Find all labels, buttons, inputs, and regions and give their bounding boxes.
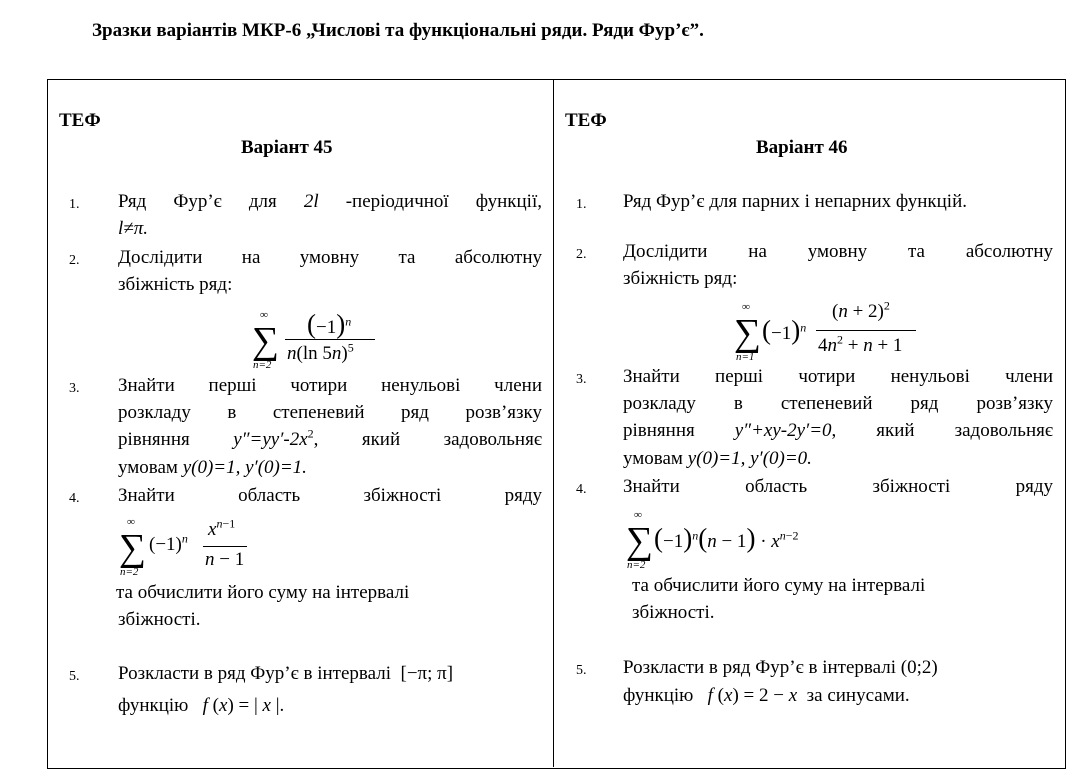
item-4-after-2: збіжності. (118, 609, 201, 630)
item-number: 1. (576, 197, 587, 212)
item-number: 3. (576, 372, 587, 387)
item-1-line-2: l≠π. (118, 218, 148, 239)
item-3-line-3: рівняння $y''=yy'-2x^2$, який задовольняє (118, 426, 542, 450)
item-5-line-2: функцію f (x) = | x |. (118, 695, 285, 716)
variant-45-column: ТЕФ Варіант 45 1. Ряд Фур’є для 2l -періодичної функції, l≠π. 2. Дослідити на умовну та абсолютну збіжність ряд: ∞ ∑ n=2 $(-1)^n$ n(ln 5n)$^5$ 3. Знайти перші чотири ненульові члени розкладу в степеневий ряд розв’язку рівняння $y''=yy'-2x^2$, який задовольняє умовам y(0)=1, y′(0)=1. 4. Знайти область збіжності ряду ∞ ∑ n=2 $(-1)^n$ $x^{n-1}$ n − 1 та обчислити його суму на інтервалі збіжності. 5. Розкласти в ряд Фур’є в інтервалі [−π; π] функцію f (x) = | x |. (59, 110, 542, 716)
item-3-line-1: Знайти перші чотири ненульові члени (623, 366, 1053, 387)
item-5-line-1: Розкласти в ряд Фур’є в інтервалі [−π; π] (118, 663, 454, 684)
item-number: 5. (576, 663, 587, 678)
item-1-line-1: Ряд Фур’є для парних і непарних функцій. (623, 191, 967, 212)
item-4-line-1: Знайти область збіжності ряду (118, 485, 542, 506)
item-number: 3. (69, 381, 80, 396)
item-3-line-1: Знайти перші чотири ненульові члени (118, 375, 542, 396)
variant-heading: Варіант 45 (241, 137, 333, 158)
item-number: 1. (69, 197, 80, 212)
item-3-line-2: розкладу в степеневий ряд розв’язку (118, 402, 542, 423)
variant-46-column: ТЕФ Варіант 46 1. Ряд Фур’є для парних і непарних функцій. 2. Дослідити на умовну та абсолютну збіжність ряд: ∞ ∑ n=1 $(-1)^n$ $(n + 2)^2$ $4n^2 + n + 1$ 3. Знайти перші чотири ненульові члени розкладу в степеневий ряд розв’язку рівняння y″+xy-2y′=0, який задовольняє умовам y(0)=1, y′(0)=0. 4. Знайти область збіжності ряду ∞ ∑ n=2 $(-1)^n(n - 1) \cdot x^{n-2}$ та обчислити його суму на інтервалі збіжності. 5. Розкласти в ряд Фур’є в інтервалі (0;2) функцію f (x) = 2 − x за синусами. (565, 110, 1054, 706)
org-label: ТЕФ (565, 110, 607, 131)
item-number: 4. (69, 491, 80, 506)
item-4-line-1: Знайти область збіжності ряду (623, 476, 1053, 497)
item-5-line-2: функцію f (x) = 2 − x за синусами. (623, 685, 910, 706)
item-4-after-2: збіжності. (632, 602, 715, 623)
item-3-line-2: розкладу в степеневий ряд розв’язку (623, 393, 1053, 414)
item-2-line-2: збіжність ряд: (118, 274, 233, 295)
document-title: Зразки варіантів МКР-6 „Числові та функціональні ряди. Ряди Фур’є”. (92, 20, 704, 41)
item-4-after-1: та обчислити його суму на інтервалі (632, 575, 926, 596)
item-4-after-1: та обчислити його суму на інтервалі (116, 582, 410, 603)
item-number: 2. (576, 247, 587, 262)
item-2-line-1: Дослідити на умовну та абсолютну (118, 247, 542, 268)
variant-heading: Варіант 46 (756, 137, 848, 158)
item-number: 2. (69, 253, 80, 268)
org-label: ТЕФ (59, 110, 101, 131)
item-2-line-1: Дослідити на умовну та абсолютну (623, 241, 1053, 262)
item-5-line-1: Розкласти в ряд Фур’є в інтервалі (0;2) (623, 657, 938, 678)
item-number: 5. (69, 669, 80, 684)
item-3-line-3: рівняння y″+xy-2y′=0, який задовольняє (623, 420, 1054, 441)
item-3-line-4: умовам y(0)=1, y′(0)=0. (623, 448, 812, 469)
item-number: 4. (576, 482, 587, 497)
item-3-line-4: умовам y(0)=1, y′(0)=1. (118, 457, 307, 478)
item-1-line-1: Ряд Фур’є для 2l -періодичної функції, (118, 191, 542, 212)
item-2-line-2: збіжність ряд: (623, 268, 738, 289)
